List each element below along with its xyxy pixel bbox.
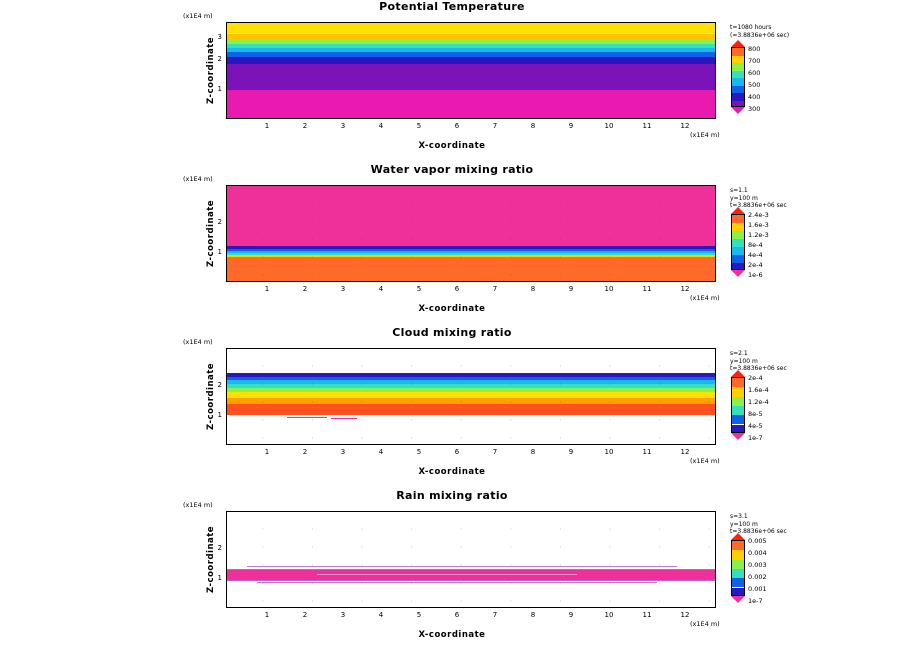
chart-title: Potential Temperature xyxy=(379,0,525,13)
x-tick-2: 2 xyxy=(302,611,308,619)
x-tick-3: 3 xyxy=(340,448,346,456)
x-tick-12: 12 xyxy=(680,448,690,456)
colorbar-label-3: 8e-5 xyxy=(748,410,763,418)
colorbar-arrow-bottom xyxy=(731,596,745,603)
x-tick-12: 12 xyxy=(680,285,690,293)
filled-contour-bands xyxy=(227,23,715,118)
colorbar xyxy=(731,214,745,270)
annotation-time xyxy=(730,24,789,39)
x-tick-1: 1 xyxy=(264,448,270,456)
y-axis-unit: (x1E4 m) xyxy=(183,501,213,509)
x-tick-10: 10 xyxy=(604,285,614,293)
x-tick-11: 11 xyxy=(642,611,652,619)
colorbar-label-2: 0.003 xyxy=(748,561,767,569)
x-tick-4: 4 xyxy=(378,285,384,293)
x-tick-6: 6 xyxy=(454,448,460,456)
colorbar-label-3: 8e-4 xyxy=(748,241,763,249)
colorbar-label-1: 1.6e-3 xyxy=(748,221,769,229)
x-axis-label: X-coordinate xyxy=(418,304,486,314)
colorbar-seg-5 xyxy=(732,578,744,587)
x-tick-6: 6 xyxy=(454,122,460,130)
plot-area-potential-temperature xyxy=(226,22,716,119)
band-450 xyxy=(227,64,715,90)
x-tick-2: 2 xyxy=(302,448,308,456)
annotation-line-2: y=100 m xyxy=(730,357,758,365)
colorbar xyxy=(731,540,745,596)
colorbar-seg-6 xyxy=(732,588,744,597)
x-tick-8: 8 xyxy=(530,285,536,293)
grid-dots xyxy=(227,349,715,444)
annotation-line-1: t=1080 hours xyxy=(730,24,772,31)
y-tick-1: 1 xyxy=(217,248,222,256)
colorbar-seg-3 xyxy=(732,63,744,71)
colorbar-seg-3 xyxy=(732,231,744,239)
x-tick-5: 5 xyxy=(416,122,422,130)
x-tick-7: 7 xyxy=(492,448,498,456)
x-tick-3: 3 xyxy=(340,285,346,293)
colorbar-seg-2 xyxy=(732,550,744,559)
y-axis-label: Z-coordinate xyxy=(206,362,216,430)
x-tick-5: 5 xyxy=(416,448,422,456)
colorbar-label-5: 1e-7 xyxy=(748,434,763,442)
colorbar-label-0: 0.005 xyxy=(748,537,767,545)
x-tick-9: 9 xyxy=(568,611,574,619)
x-tick-8: 8 xyxy=(530,122,536,130)
x-axis-label: X-coordinate xyxy=(418,630,486,640)
x-tick-11: 11 xyxy=(642,285,652,293)
x-tick-11: 11 xyxy=(642,448,652,456)
x-tick-2: 2 xyxy=(302,122,308,130)
grid-dots xyxy=(227,186,715,281)
y-axis-unit: (x1E4 m) xyxy=(183,338,213,346)
x-axis-unit: (x1E4 m) xyxy=(690,620,720,628)
y-axis-label: Z-coordinate xyxy=(206,525,216,593)
panel-potential-temperature xyxy=(0,0,904,160)
chart-title: Rain mixing ratio xyxy=(396,489,508,502)
colorbar-label-2: 1.2e-4 xyxy=(748,398,769,406)
x-tick-6: 6 xyxy=(454,611,460,619)
colorbar xyxy=(731,377,745,433)
colorbar-seg-1 xyxy=(732,48,744,56)
annotation-line-1: s=2.1 xyxy=(730,350,748,357)
colorbar-seg-2 xyxy=(732,223,744,231)
x-tick-1: 1 xyxy=(264,285,270,293)
colorbar-arrow-bottom xyxy=(731,107,745,114)
x-tick-10: 10 xyxy=(604,611,614,619)
y-tick-2: 2 xyxy=(217,55,222,63)
colorbar-label-400: 400 xyxy=(748,93,761,101)
colorbar-label-600: 600 xyxy=(748,69,761,77)
colorbar-seg-1 xyxy=(732,541,744,550)
colorbar-seg-3 xyxy=(732,560,744,569)
colorbar-seg-7 xyxy=(732,263,744,270)
x-tick-4: 4 xyxy=(378,611,384,619)
x-tick-12: 12 xyxy=(680,122,690,130)
colorbar-seg-4 xyxy=(732,239,744,247)
x-tick-12: 12 xyxy=(680,611,690,619)
x-tick-10: 10 xyxy=(604,122,614,130)
panel-rain-mixing-ratio xyxy=(0,489,904,654)
panel-cloud-mixing-ratio xyxy=(0,326,904,486)
colorbar-seg-5 xyxy=(732,415,744,424)
colorbar-label-700: 700 xyxy=(748,57,761,65)
x-tick-5: 5 xyxy=(416,611,422,619)
annotation-line-1: s=1.1 xyxy=(730,187,748,194)
colorbar-label-4: 4e-5 xyxy=(748,422,763,430)
x-axis-unit: (x1E4 m) xyxy=(690,457,720,465)
colorbar-label-0: 2e-4 xyxy=(748,374,763,382)
x-tick-4: 4 xyxy=(378,448,384,456)
colorbar-label-1: 0.004 xyxy=(748,549,767,557)
x-axis-unit: (x1E4 m) xyxy=(690,131,720,139)
x-tick-7: 7 xyxy=(492,611,498,619)
colorbar-label-0: 2.4e-3 xyxy=(748,211,769,219)
x-tick-1: 1 xyxy=(264,122,270,130)
colorbar-seg-6 xyxy=(732,86,744,94)
x-tick-5: 5 xyxy=(416,285,422,293)
x-axis-label: X-coordinate xyxy=(418,467,486,477)
x-axis-unit: (x1E4 m) xyxy=(690,294,720,302)
colorbar-seg-4 xyxy=(732,569,744,578)
y-axis-label: Z-coordinate xyxy=(206,36,216,104)
colorbar-seg-6 xyxy=(732,425,744,434)
colorbar-seg-4 xyxy=(732,71,744,79)
x-tick-11: 11 xyxy=(642,122,652,130)
y-tick-2: 2 xyxy=(217,544,222,552)
grid-dots xyxy=(227,512,715,607)
chart-title: Water vapor mixing ratio xyxy=(370,163,534,176)
colorbar-arrow-top xyxy=(731,207,745,214)
colorbar xyxy=(731,47,745,107)
band-350 xyxy=(227,90,715,119)
y-tick-1: 1 xyxy=(217,411,222,419)
colorbar-label-4: 4e-4 xyxy=(748,251,763,259)
colorbar-label-5: 1e-7 xyxy=(748,597,763,605)
colorbar-seg-1 xyxy=(732,215,744,223)
y-axis-unit: (x1E4 m) xyxy=(183,175,213,183)
colorbar-seg-7 xyxy=(732,93,744,101)
y-tick-1: 1 xyxy=(217,85,222,93)
chart-title: Cloud mixing ratio xyxy=(392,326,512,339)
y-axis-unit: (x1E4 m) xyxy=(183,12,213,20)
y-tick-2: 2 xyxy=(217,218,222,226)
plot-area-cloud xyxy=(226,348,716,445)
y-tick-2: 2 xyxy=(217,381,222,389)
x-tick-9: 9 xyxy=(568,122,574,130)
colorbar-seg-5 xyxy=(732,247,744,255)
x-tick-2: 2 xyxy=(302,285,308,293)
colorbar-label-2: 1.2e-3 xyxy=(748,231,769,239)
x-tick-9: 9 xyxy=(568,448,574,456)
x-tick-7: 7 xyxy=(492,122,498,130)
colorbar-arrow-top xyxy=(731,370,745,377)
colorbar-seg-2 xyxy=(732,387,744,396)
colorbar-arrow-bottom xyxy=(731,433,745,440)
x-tick-10: 10 xyxy=(604,448,614,456)
annotation-line-3: t=3.8836e+06 sec xyxy=(730,365,787,372)
colorbar-label-3: 0.002 xyxy=(748,573,767,581)
annotation-line-2: y=100 m xyxy=(730,520,758,528)
annotation-line-3: t=3.8836e+06 sec xyxy=(730,528,787,535)
annotation-line-3: t=3.8836e+06 sec xyxy=(730,202,787,209)
y-tick-1: 1 xyxy=(217,574,222,582)
plot-area-rain xyxy=(226,511,716,608)
annotation-line-2: y=100 m xyxy=(730,194,758,202)
colorbar-seg-2 xyxy=(732,56,744,64)
colorbar-label-6: 1e-6 xyxy=(748,271,763,279)
x-tick-1: 1 xyxy=(264,611,270,619)
annotation-line-1: s=3.1 xyxy=(730,513,748,520)
x-tick-6: 6 xyxy=(454,285,460,293)
x-tick-8: 8 xyxy=(530,448,536,456)
colorbar-label-5: 2e-4 xyxy=(748,261,763,269)
colorbar-label-1: 1.6e-4 xyxy=(748,386,769,394)
band-500 xyxy=(227,57,715,64)
colorbar-label-800: 800 xyxy=(748,45,761,53)
x-axis-label: X-coordinate xyxy=(418,141,486,151)
colorbar-seg-3 xyxy=(732,397,744,406)
colorbar-label-500: 500 xyxy=(748,81,761,89)
x-tick-3: 3 xyxy=(340,122,346,130)
x-tick-8: 8 xyxy=(530,611,536,619)
panel-water-vapor xyxy=(0,163,904,323)
x-tick-3: 3 xyxy=(340,611,346,619)
colorbar-arrow-bottom xyxy=(731,270,745,277)
colorbar-arrow-top xyxy=(731,40,745,47)
colorbar-label-300: 300 xyxy=(748,105,761,113)
x-tick-7: 7 xyxy=(492,285,498,293)
y-tick-3: 3 xyxy=(217,33,222,41)
plot-area-water-vapor xyxy=(226,185,716,282)
x-tick-9: 9 xyxy=(568,285,574,293)
colorbar-seg-6 xyxy=(732,255,744,263)
colorbar-seg-4 xyxy=(732,406,744,415)
colorbar-arrow-top xyxy=(731,533,745,540)
x-tick-4: 4 xyxy=(378,122,384,130)
contour-line-1 xyxy=(227,33,715,34)
colorbar-seg-5 xyxy=(732,78,744,86)
annotation-line-2: (=3.8836e+06 sec) xyxy=(730,31,790,39)
colorbar-seg-1 xyxy=(732,378,744,387)
colorbar-label-4: 0.001 xyxy=(748,585,767,593)
y-axis-label: Z-coordinate xyxy=(206,199,216,267)
